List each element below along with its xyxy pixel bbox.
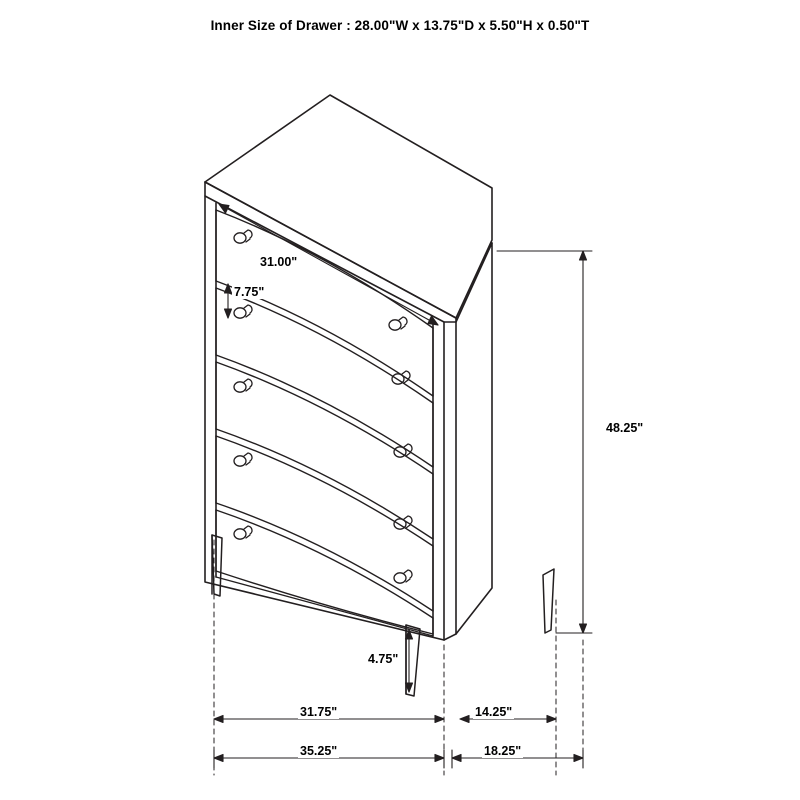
dim-label-front-width-inner: 31.75" [300,705,338,719]
dim-label-side-depth-outer: 18.25" [484,744,522,758]
dim-total-height [497,251,592,633]
page-title: Inner Size of Drawer : 28.00"W x 13.75"D x 5.50"H x 0.50"T [210,18,590,33]
dim-label-front-width-outer: 35.25" [300,744,338,758]
dim-label-drawer-height: 7.75" [234,285,265,299]
dim-label-total-height: 48.25" [606,421,644,435]
dim-label-side-depth-inner: 14.25" [475,705,513,719]
dim-label-drawer-width: 31.00" [260,255,298,269]
dim-label-leg-height: 4.75" [368,652,399,666]
